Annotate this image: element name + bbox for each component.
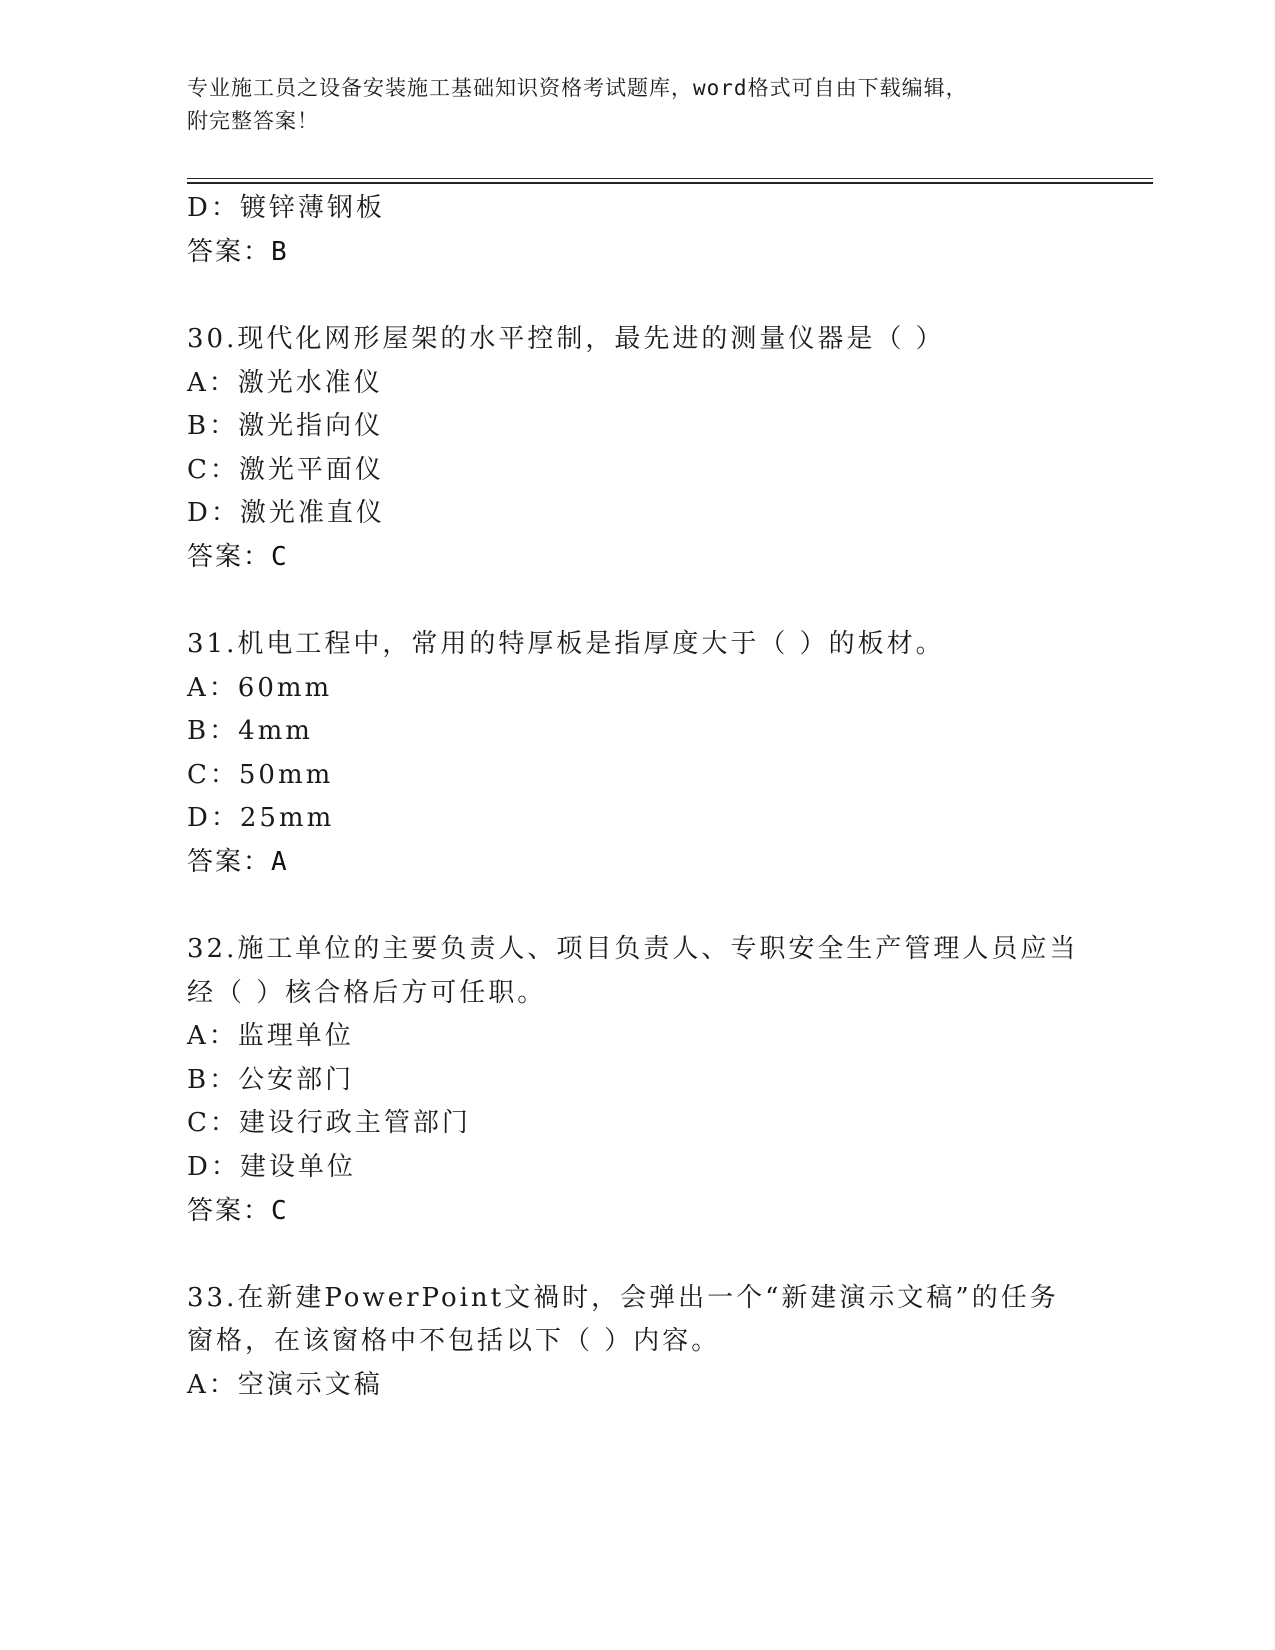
answer-line xyxy=(187,541,289,573)
option-d: D：镀锌薄钢板 xyxy=(187,193,385,223)
option-b: B：激光指向仪 xyxy=(187,411,384,441)
answer-label: 答案： xyxy=(187,1196,272,1226)
answer-line xyxy=(187,1195,289,1227)
option-c: C：50mm xyxy=(187,760,334,790)
answer-label: 答案： xyxy=(187,237,272,267)
answer-label: 答案： xyxy=(187,847,272,877)
question-stem: 31.机电工程中，常用的特厚板是指厚度大于（ ）的板材。 xyxy=(187,629,945,659)
header-divider-double xyxy=(187,182,1153,184)
answer-line xyxy=(187,846,289,878)
answer-value: B xyxy=(271,237,289,267)
question-stem: 32.施工单位的主要负责人、项目负责人、专职安全生产管理人员应当 xyxy=(187,934,1079,964)
option-a: A：空演示文稿 xyxy=(187,1370,383,1400)
option-b: B：公安部门 xyxy=(187,1065,355,1095)
option-d: D：建设单位 xyxy=(187,1152,356,1182)
header-divider xyxy=(187,178,1153,179)
answer-value: C xyxy=(271,1196,289,1226)
question-stem-continued: 窗格，在该窗格中不包括以下（ ）内容。 xyxy=(187,1326,721,1356)
answer-value: C xyxy=(271,542,289,572)
option-c: C：激光平面仪 xyxy=(187,455,384,485)
option-b: B：4mm xyxy=(187,716,313,746)
answer-value: A xyxy=(271,847,289,877)
option-a: A：60mm xyxy=(187,673,333,703)
option-c: C：建设行政主管部门 xyxy=(187,1108,471,1138)
question-stem: 30.现代化网形屋架的水平控制，最先进的测量仪器是（ ） xyxy=(187,324,945,354)
document-header xyxy=(187,72,1087,138)
option-a: A：监理单位 xyxy=(187,1021,354,1051)
header-line-2: 附完整答案！ xyxy=(187,109,319,133)
option-a: A：激光水准仪 xyxy=(187,368,383,398)
header-line-1: 专业施工员之设备安装施工基础知识资格考试题库，word格式可自由下载编辑， xyxy=(187,76,968,100)
option-d: D：激光准直仪 xyxy=(187,498,385,528)
question-stem: 33.在新建PowerPoint文禍时，会弹出一个“新建演示文稿”的任务 xyxy=(187,1283,1059,1313)
question-stem-continued: 经（ ）核合格后方可任职。 xyxy=(187,978,547,1008)
answer-label: 答案： xyxy=(187,542,272,572)
answer-line xyxy=(187,236,289,268)
option-d: D：25mm xyxy=(187,803,335,833)
